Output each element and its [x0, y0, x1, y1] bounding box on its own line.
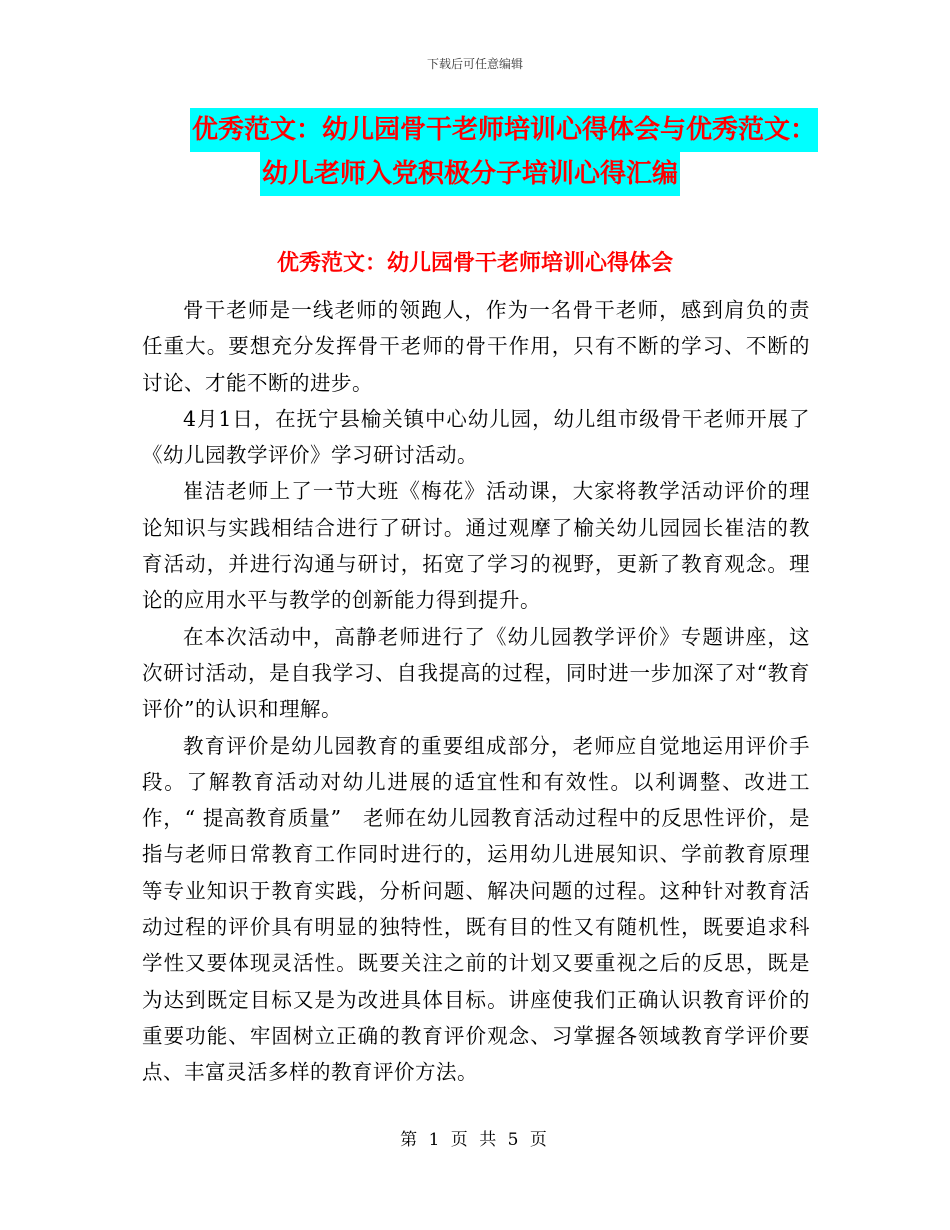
document-title-line-1: 优秀范文：幼儿园骨干老师培训心得体会与优秀范文： — [190, 108, 818, 152]
page-footer: 第 1 页 共 5 页 — [400, 1130, 550, 1150]
section-title: 优秀范文：幼儿园骨干老师培训心得体会 — [276, 251, 673, 276]
paragraph: 4月1日，在抚宁县榆关镇中心幼儿园，幼儿组市级骨干老师开展了《幼儿园教学评价》学习研讨活动。 — [142, 406, 810, 468]
document-title — [190, 108, 840, 196]
paragraph: 教育评价是幼儿园教育的重要组成部分，老师应自觉地运用评价手段。了解教育活动对幼儿进展的适宜性和有效性。以利调整、改进工作，“ 提高教育质量” 老师在幼儿园教育活动过程中的反思性评价，是指与老师日常教育工作同时进行的，运用幼儿进展知识、学前教育原理等专业知识于教育实践，分析问题、解决问题的过程。这种针对教育活动过程的评价具有明显的独特性，既有目的性又有随机性，既要追求科学性又要体现灵活性。既要关注之前的计划又要重视之后的反思，既是为达到既定目标又是为改进具体目标。讲座使我们正确认识教育评价的重要功能、牢固树立正确的教育评价观念、习掌握各领域教育学评价要点、丰富灵活多样的教育评价方法。 — [142, 733, 810, 1085]
paragraph: 骨干老师是一线老师的领跑人，作为一名骨干老师，感到肩负的责任重大。要想充分发挥骨干老师的骨干作用，只有不断的学习、不断的讨论、才能不断的进步。 — [142, 298, 810, 395]
document-title-line-2: 幼儿老师入党积极分子培训心得汇编 — [260, 152, 680, 196]
paragraph: 在本次活动中，高静老师进行了《幼儿园教学评价》专题讲座，这次研讨活动，是自我学习、自我提高的过程，同时进一步加深了对“教育评价”的认识和理解。 — [142, 624, 810, 722]
page-header: 下载后可任意编辑 — [426, 57, 523, 71]
paragraph: 崔洁老师上了一节大班《梅花》活动课，大家将教学活动评价的理论知识与实践相结合进行了研讨。通过观摩了榆关幼儿园园长崔洁的教育活动，并进行沟通与研讨，拓宽了学习的视野，更新了教育观念。理论的应用水平与教学的创新能力得到提升。 — [142, 479, 810, 613]
document-body — [142, 292, 810, 1091]
